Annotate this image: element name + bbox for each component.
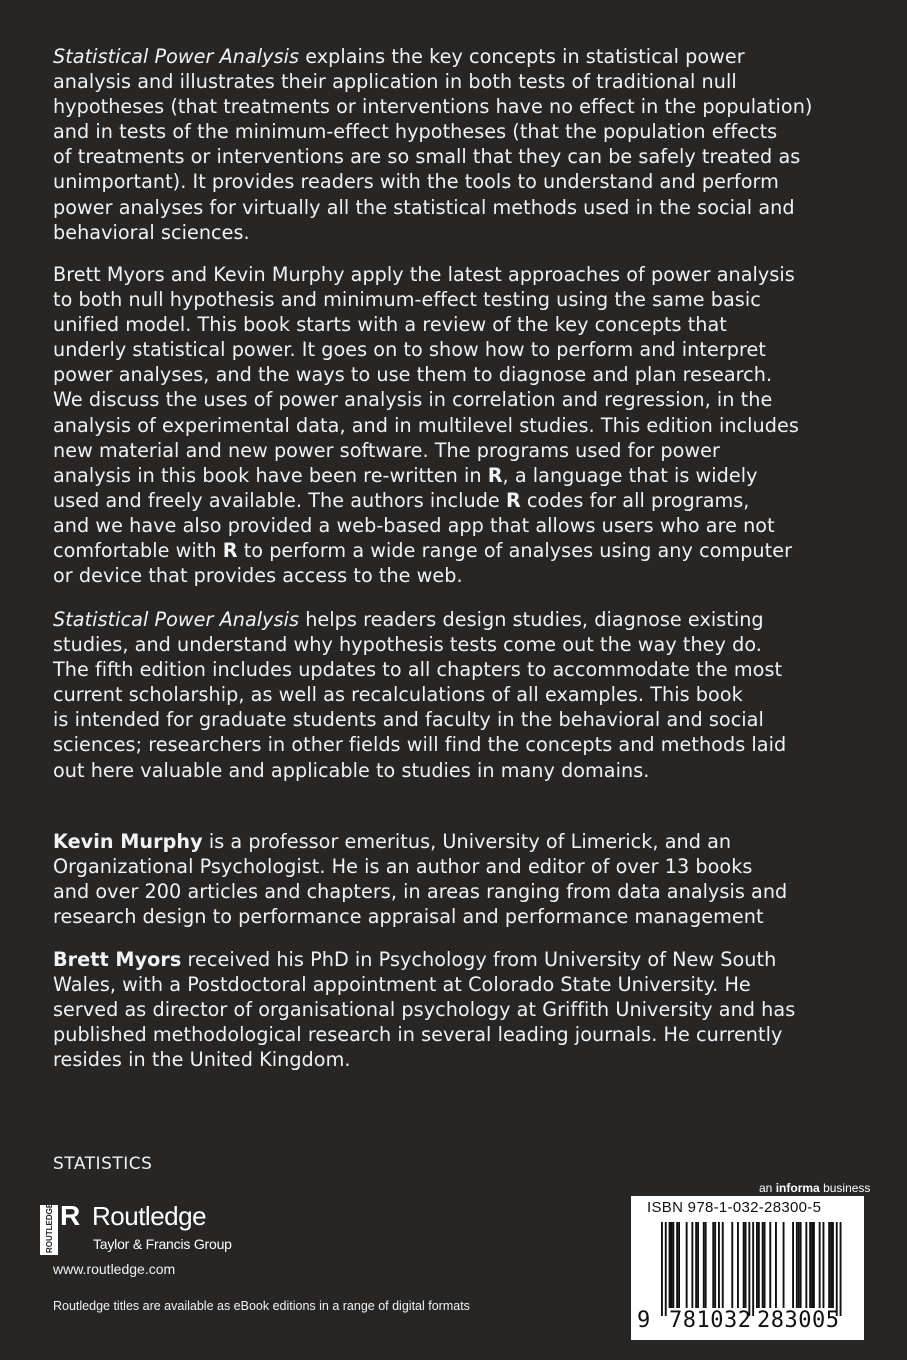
publisher-url: www.routledge.com <box>53 1261 176 1277</box>
bio2-line-5: resides in the United Kingdom. <box>53 1048 351 1072</box>
p2-line-2: to both null hypothesis and minimum-effect testing using the same basic <box>53 288 761 312</box>
barcode-bar <box>672 1222 674 1308</box>
p3-line-1: Statistical Power Analysis helps readers design studies, diagnose existing <box>53 608 764 631</box>
p3-line-6: sciences; researchers in other fields will find the concepts and methods laid <box>53 733 787 757</box>
p2-line-13: or device that provides access to the web. <box>53 564 463 588</box>
barcode-digit-first: 9 <box>637 1308 651 1333</box>
barcode-digits <box>631 1308 864 1338</box>
p1-line-1: Statistical Power Analysis explains the key concepts in statistical power <box>53 45 745 68</box>
p1-line-6: unimportant). It provides readers with the tools to understand and perform <box>53 170 779 194</box>
barcode-bar <box>722 1222 724 1308</box>
barcode-bar <box>712 1222 714 1308</box>
barcode-bar <box>671 1222 673 1308</box>
barcode-bar <box>752 1222 754 1316</box>
routledge-mark-icon <box>40 1201 86 1259</box>
barcode-bar <box>811 1222 813 1308</box>
isbn-barcode <box>631 1196 864 1340</box>
barcode-bar <box>796 1222 798 1308</box>
p2-line-5: power analyses, and the ways to use them to diagnose and plan research. <box>53 363 773 387</box>
bio2-line-4: published methodological research in several leading journals. He currently <box>53 1023 783 1047</box>
p3-line-3: The fifth edition includes updates to all chapters to accommodate the most <box>53 658 783 682</box>
barcode-bar <box>686 1222 688 1308</box>
barcode-bar <box>792 1222 794 1308</box>
barcode-bar <box>697 1222 699 1308</box>
bio2-line-3: served as director of organisational psychology at Griffith University and has <box>53 998 796 1022</box>
barcode-bar <box>748 1222 750 1316</box>
barcode-digits-left: 781032 <box>669 1308 752 1333</box>
p1-line-7: power analyses for virtually all the statistical methods used in the social and <box>53 195 795 219</box>
p2-line-7: analysis of experimental data, and in multilevel studies. This edition includes <box>53 413 799 437</box>
p3-line-5: is intended for graduate students and faculty in the behavioral and social <box>53 708 764 732</box>
barcode-bar <box>840 1222 842 1316</box>
barcode-bar <box>691 1222 693 1308</box>
p1-line-2: analysis and illustrates their application in both tests of traditional null <box>53 70 737 94</box>
subject-category: STATISTICS <box>53 1154 153 1174</box>
barcode-bar <box>769 1222 771 1308</box>
barcode-bar <box>665 1222 667 1316</box>
barcode-bar <box>669 1222 671 1308</box>
p2-line-6: We discuss the uses of power analysis in correlation and regression, in the <box>53 388 773 412</box>
barcode-bar <box>758 1222 760 1308</box>
barcode-bar <box>836 1222 838 1316</box>
barcode-bar <box>756 1222 758 1308</box>
description-paragraph-1 <box>53 44 873 245</box>
svg-text:R: R <box>60 1201 81 1231</box>
barcode-digits-right: 283005 <box>757 1308 840 1333</box>
bio1-line-3: and over 200 articles and chapters, in areas ranging from data analysis and <box>53 880 788 904</box>
barcode-bar <box>800 1222 802 1308</box>
bio1-line-4: research design to performance appraisal and performance management <box>53 905 764 929</box>
p1-line-3: hypotheses (that treatments or interventions have no effect in the population) <box>53 95 813 119</box>
publisher-group: Taylor & Francis Group <box>93 1236 232 1252</box>
barcode-bar <box>676 1222 678 1308</box>
author-bio-brett-myors <box>53 947 873 1072</box>
publisher-name: Routledge <box>92 1201 207 1231</box>
barcode-bar <box>705 1222 707 1308</box>
isbn-label: ISBN 978-1-032-28300-5 <box>647 1199 822 1216</box>
barcode-bar <box>762 1222 764 1308</box>
barcode-bar <box>775 1222 777 1308</box>
barcode-bar <box>798 1222 800 1308</box>
informa-business-tag <box>759 1181 870 1195</box>
barcode-bar <box>823 1222 825 1308</box>
description-paragraph-3 <box>53 607 873 783</box>
bio1-line-1: Kevin Murphy is a professor emeritus, University of Limerick, and an <box>53 830 732 853</box>
barcode-bar <box>805 1222 807 1308</box>
p2-line-1: Brett Myors and Kevin Murphy apply the latest approaches of power analysis <box>53 263 795 286</box>
p1-line-8: behavioral sciences. <box>53 220 250 244</box>
barcode-bar <box>828 1222 830 1308</box>
p2-line-12: comfortable with R to perform a wide range of analyses using any computer <box>53 539 793 563</box>
barcode-bar <box>695 1222 697 1308</box>
barcode-bar <box>809 1222 811 1308</box>
publisher-logo <box>40 1201 250 1261</box>
barcode-bar <box>813 1222 815 1308</box>
description-paragraph-2 <box>53 262 873 588</box>
barcode-bar <box>661 1222 663 1316</box>
barcode-bar <box>703 1222 705 1308</box>
barcode-bar <box>745 1222 747 1308</box>
barcode-bar <box>830 1222 832 1308</box>
bio2-line-1: Brett Myors received his PhD in Psychology from University of New South <box>53 948 777 971</box>
author-bio-kevin-murphy <box>53 829 873 929</box>
barcode-bar <box>764 1222 766 1308</box>
svg-text:ROUTLEDGE: ROUTLEDGE <box>45 1202 54 1253</box>
p2-line-4: underly statistical power. It goes on to show how to perform and interpret <box>53 338 766 362</box>
p3-line-2: studies, and understand why hypothesis tests come out the way they do. <box>53 633 762 657</box>
p2-line-10: used and freely available. The authors include R codes for all programs, <box>53 488 750 512</box>
p2-line-9: analysis in this book have been re-written in R, a language that is widely <box>53 463 758 487</box>
informa-suffix: business <box>823 1181 871 1195</box>
p3-line-7: out here valuable and applicable to studies in many domains. <box>53 758 650 782</box>
informa-word: informa <box>775 1181 820 1195</box>
p3-line-4: current scholarship, as well as recalculations of all examples. This book <box>53 683 743 707</box>
barcode-bar <box>718 1222 720 1308</box>
barcode-bar <box>783 1222 785 1308</box>
bio2-line-2: Wales, with a Postdoctoral appointment at Colorado State University. He <box>53 973 751 997</box>
informa-prefix: an <box>759 1181 773 1195</box>
barcode-bar <box>743 1222 745 1308</box>
p1-line-5: of treatments or interventions are so small that they can be safely treated as <box>53 145 801 169</box>
barcode-bar <box>819 1222 821 1308</box>
barcode-bar <box>731 1222 733 1308</box>
ebook-note: Routledge titles are available as eBook editions in a range of digital formats <box>53 1299 470 1313</box>
barcode-bar <box>832 1222 834 1308</box>
p2-line-8: new material and new power software. The programs used for power <box>53 438 720 462</box>
p2-line-3: unified model. This book starts with a review of the key concepts that <box>53 313 727 337</box>
barcode-bar <box>714 1222 716 1308</box>
p2-line-11: and we have also provided a web-based app that allows users who are not <box>53 513 775 537</box>
barcode-bar <box>737 1222 739 1308</box>
barcode-bar <box>678 1222 680 1308</box>
p1-line-4: and in tests of the minimum-effect hypotheses (that the population effects <box>53 120 778 144</box>
bio1-line-2: Organizational Psychologist. He is an author and editor of over 13 books <box>53 855 753 879</box>
